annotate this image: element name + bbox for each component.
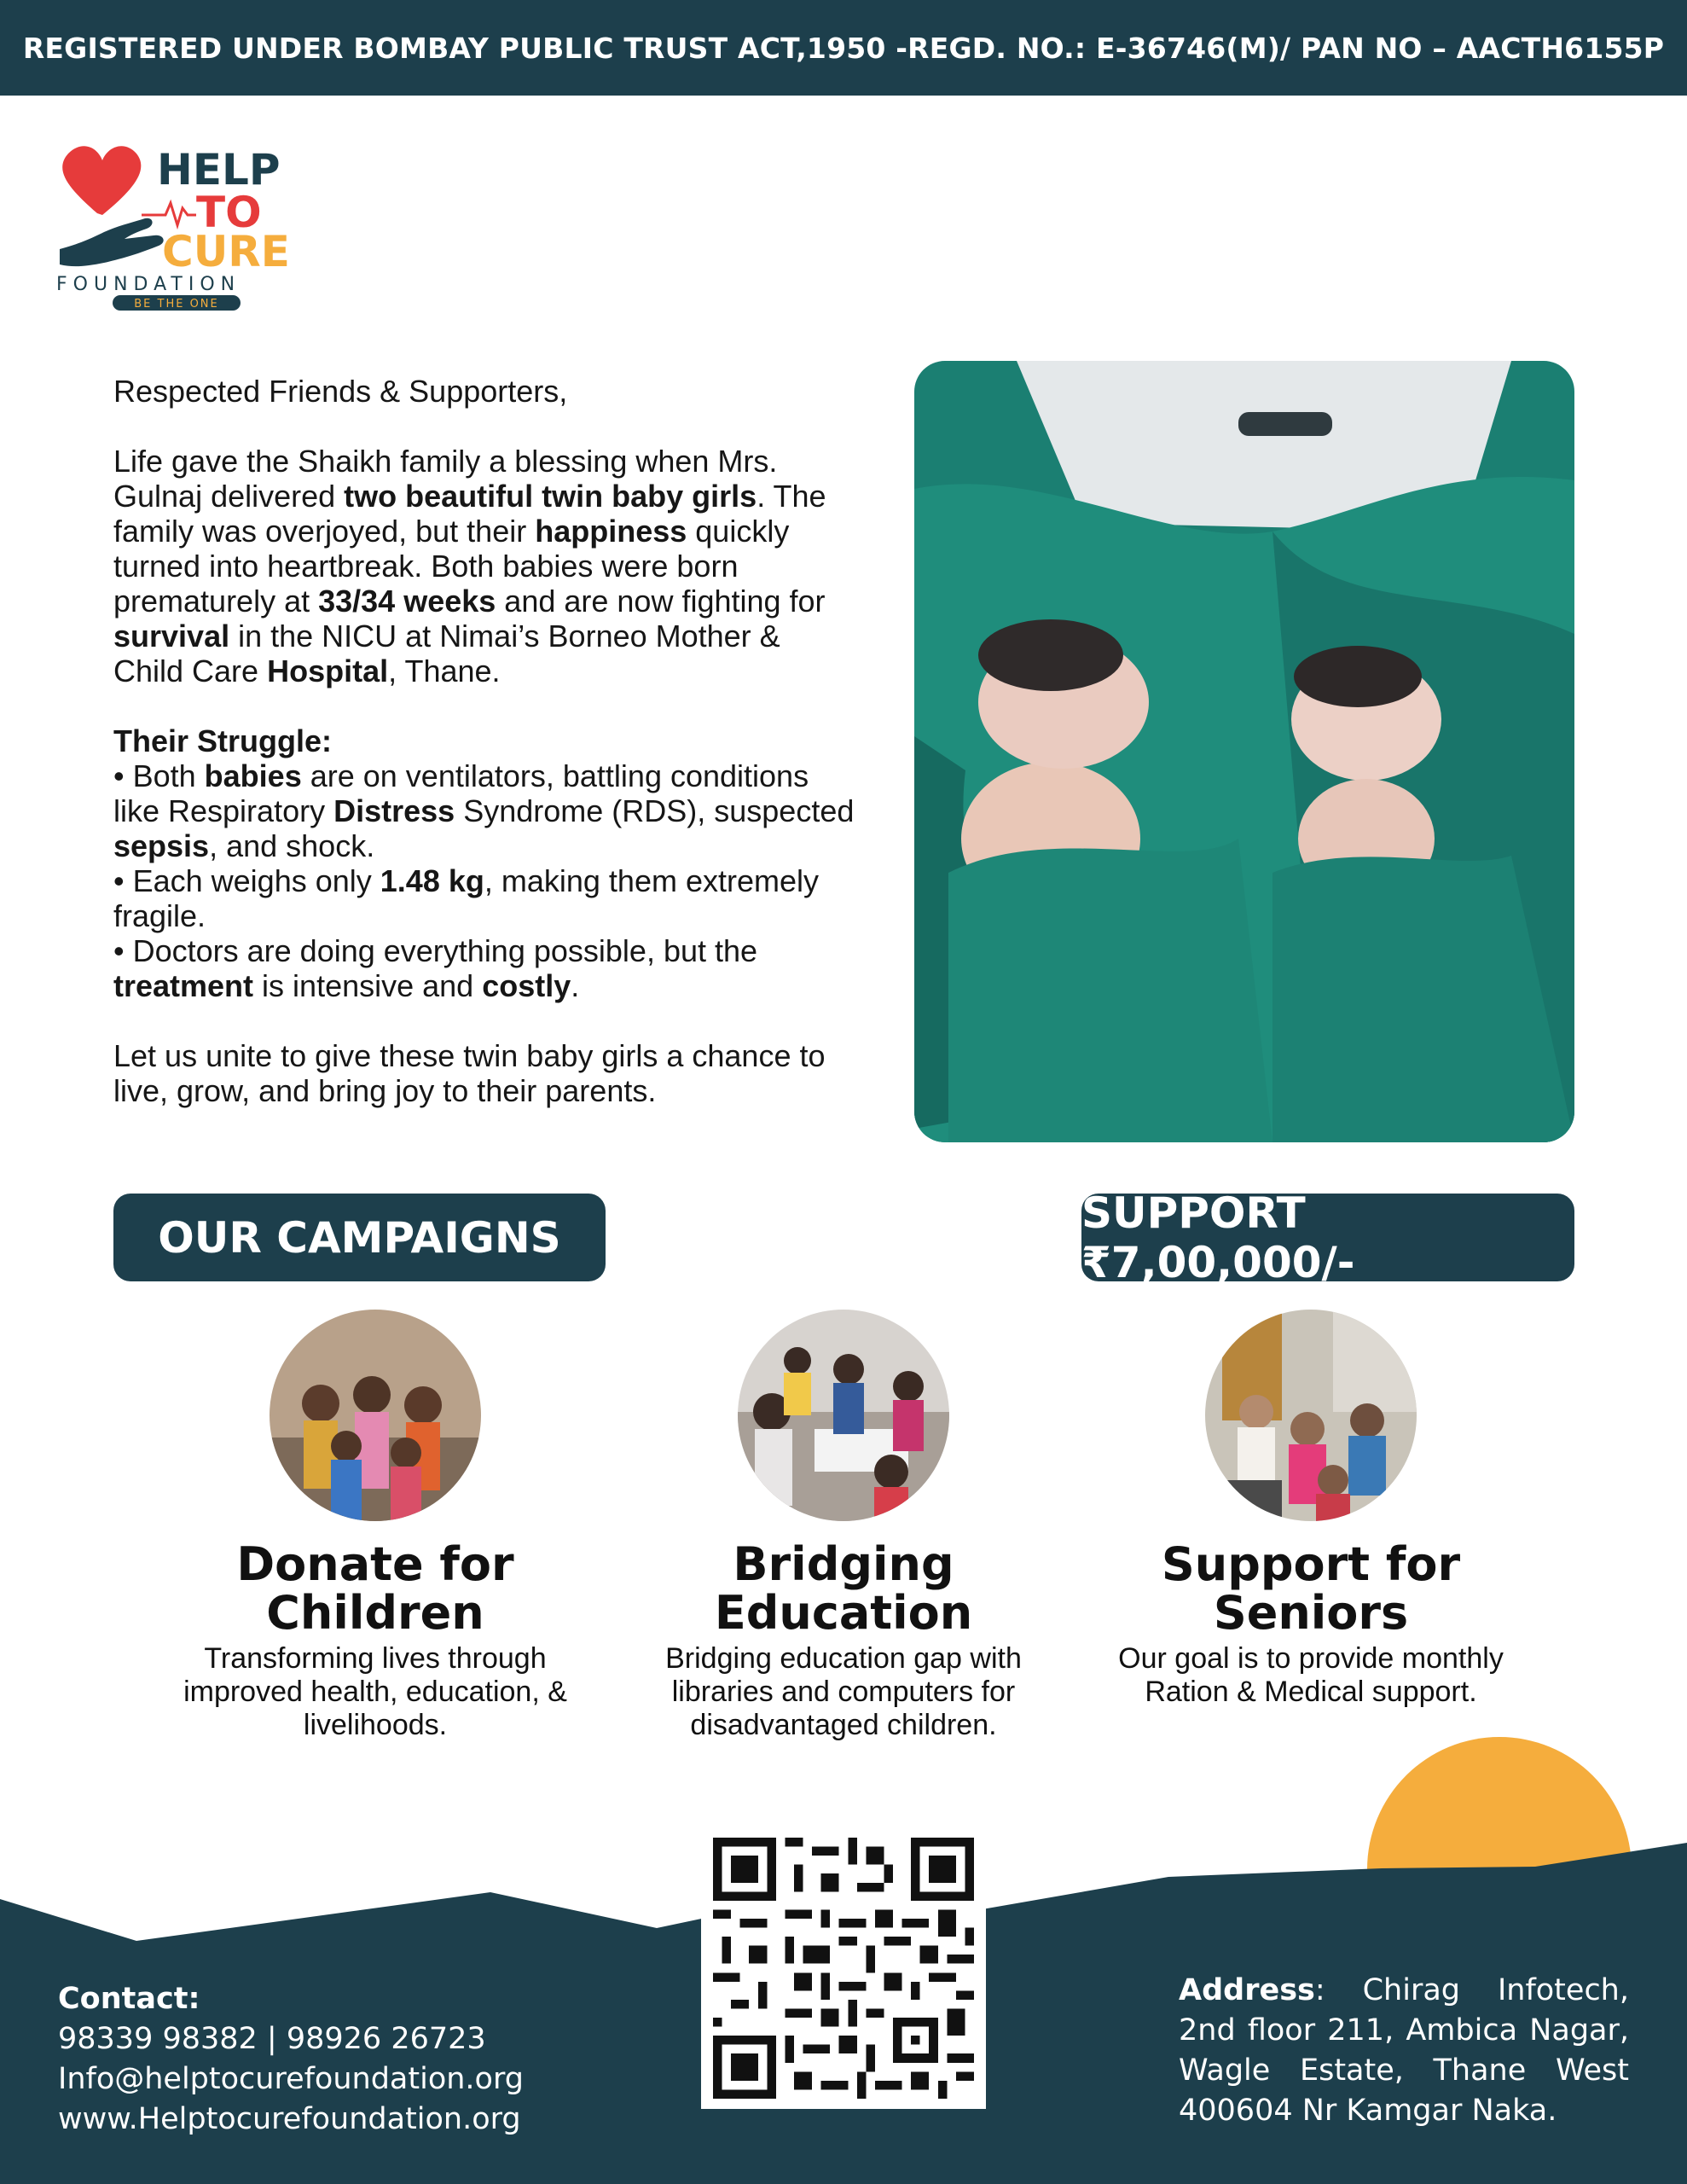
svg-text:HELP: HELP <box>157 145 281 195</box>
contact-website[interactable]: www.Helptocurefoundation.org <box>58 2102 521 2136</box>
struggle-bullet: • Doctors are doing everything possible, but the treatment is intensive and costly. <box>113 933 758 1003</box>
story-paragraph: Life gave the Shaikh family a blessing when Mrs. Gulnaj delivered two beautiful twin baby girls. The family was overjoyed, but their happiness quickly turned into heartbreak. Both babies were born prematurely at 33/34 weeks and are now fighting for survival in the NICU at Nimai’s Borneo Mother & Child Care Hospital, Thane. <box>113 444 826 688</box>
support-amount-button[interactable]: SUPPORT ₹7,00,000/- <box>1081 1194 1574 1281</box>
appeal-letter <box>113 374 855 1143</box>
svg-text:BE THE ONE: BE THE ONE <box>134 298 219 311</box>
struggle-section <box>113 723 855 1003</box>
campaign-card-children[interactable] <box>175 1310 576 1742</box>
address-label: Address <box>1179 1973 1315 2007</box>
contact-email[interactable]: Info@helptocurefoundation.org <box>58 2062 524 2096</box>
svg-text:TO: TO <box>196 188 262 237</box>
svg-text:CURE: CURE <box>162 227 290 276</box>
struggle-bullet: • Each weighs only 1.48 kg, making them extremely fragile. <box>113 863 820 933</box>
campaign-description: Transforming lives through improved health, education, & livelihoods. <box>183 1642 567 1741</box>
twin-babies-photo <box>914 361 1574 1142</box>
our-campaigns-heading: OUR CAMPAIGNS <box>113 1194 606 1281</box>
qr-code-icon <box>711 1838 976 2099</box>
contact-label: Contact: <box>58 1982 200 2016</box>
contact-block <box>58 1979 524 2140</box>
campaign-description: Bridging education gap with libraries and computers for disadvantaged children. <box>665 1642 1022 1741</box>
campaign-description: Our goal is to provide monthly Ration & Medical support. <box>1118 1642 1504 1708</box>
contact-phones[interactable]: 98339 98382 | 98926 26723 <box>58 2022 486 2056</box>
registration-banner <box>0 0 1687 96</box>
salutation: Respected Friends & Supporters, <box>113 374 568 409</box>
campaign-title: Support for Seniors <box>1161 1537 1461 1640</box>
campaign-title: Donate for Children <box>236 1537 514 1640</box>
registration-text: REGISTERED UNDER BOMBAY PUBLIC TRUST ACT,1950 -REGD. NO.: E-36746(M)/ PAN NO – AACTH6155P <box>22 31 1665 65</box>
education-photo <box>738 1310 949 1521</box>
heart-hand-logo-icon <box>53 136 309 316</box>
campaign-title: Bridging Education <box>714 1537 973 1640</box>
closing-paragraph: Let us unite to give these twin baby girls a chance to live, grow, and bring joy to their parents. <box>113 1038 826 1108</box>
address-block <box>1179 1971 1629 2131</box>
campaign-card-seniors[interactable] <box>1110 1310 1511 1709</box>
struggle-bullet: • Both babies are on ventilators, battling conditions like Respiratory Distress Syndrome (RDS), suspected sepsis, and shock. <box>113 758 855 863</box>
struggle-heading: Their Struggle: <box>113 723 333 758</box>
children-photo <box>270 1310 481 1521</box>
foundation-logo <box>53 136 309 316</box>
campaign-card-education[interactable] <box>643 1310 1044 1742</box>
address-text: : Chirag Infotech, 2nd floor 211, Ambica Nagar, Wagle Estate, Thane West 400604 Nr Kamgar Naka. <box>1179 1973 1629 2128</box>
svg-text:FOUNDATION: FOUNDATION <box>56 274 241 295</box>
donation-qr-code[interactable] <box>701 1827 986 2109</box>
seniors-photo <box>1205 1310 1417 1521</box>
